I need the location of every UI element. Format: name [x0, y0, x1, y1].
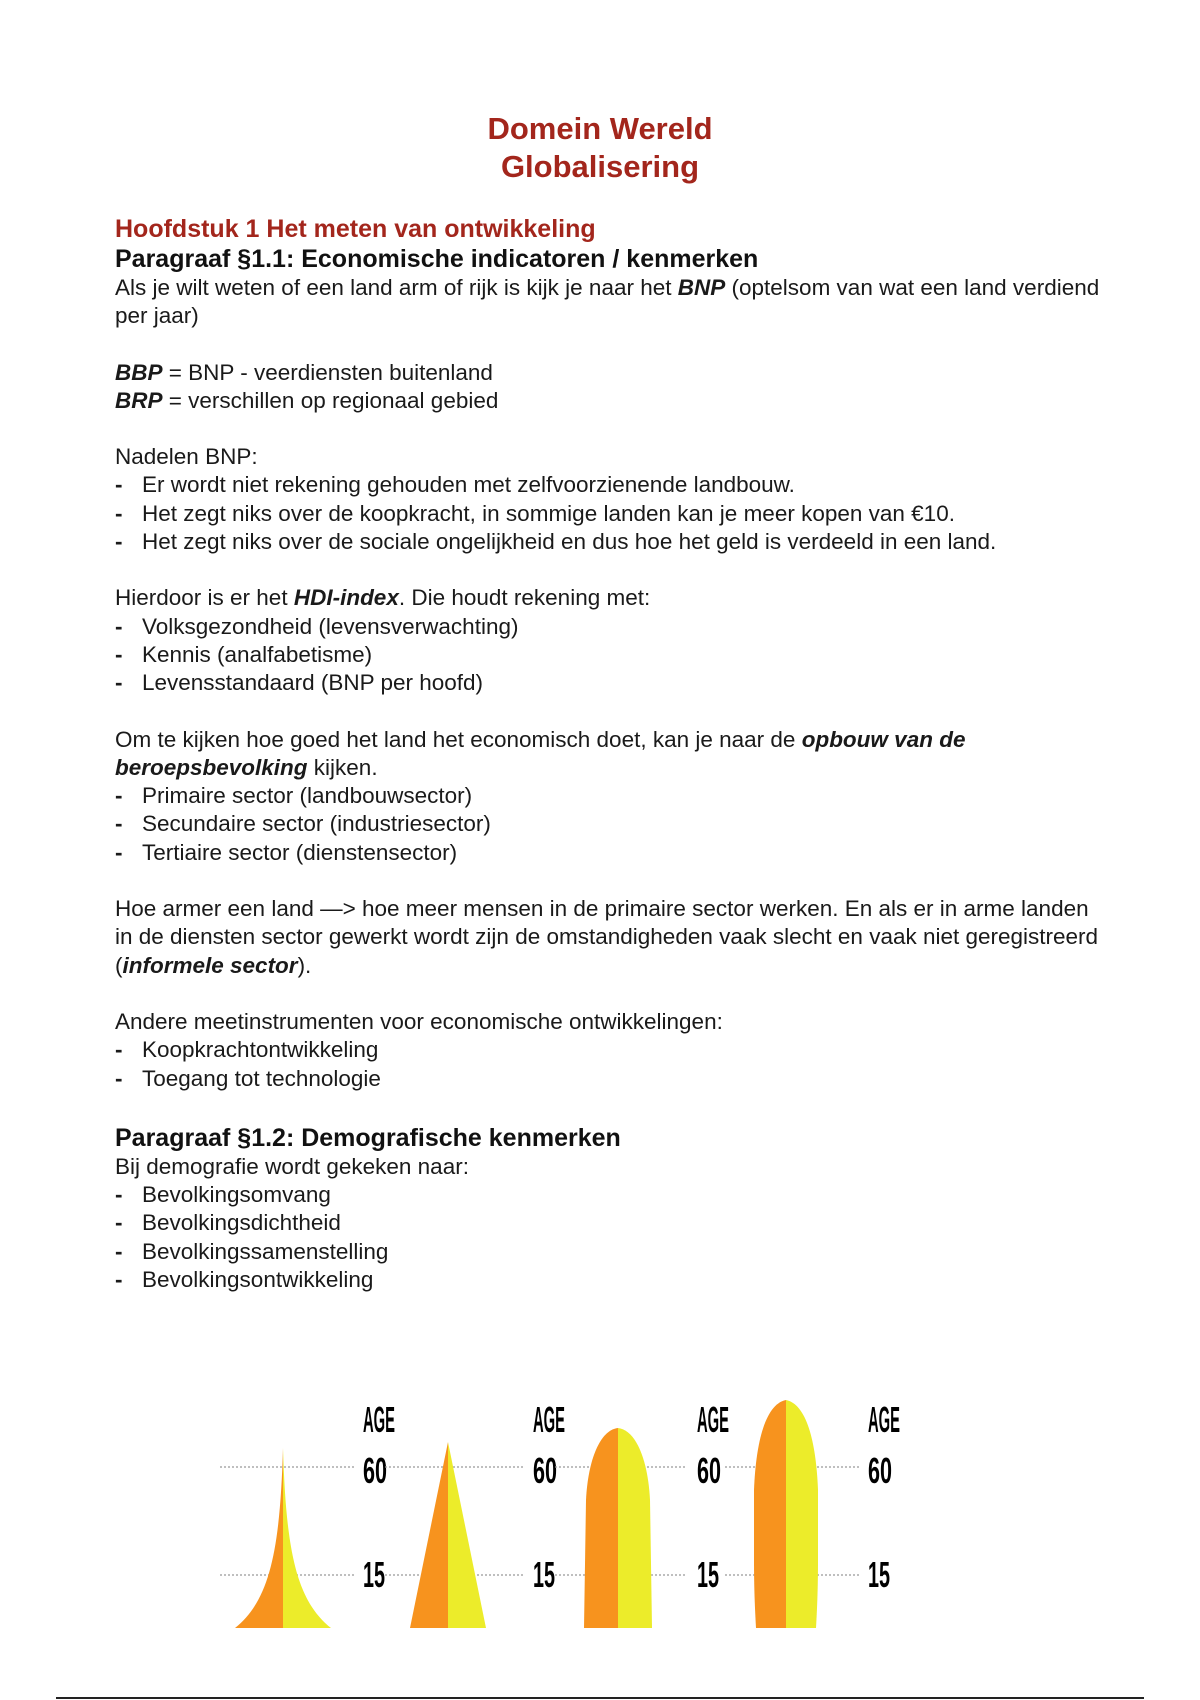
pyramid-right-half [448, 1442, 486, 1628]
demografie-intro: Bij demografie wordt gekeken naar: [115, 1153, 469, 1179]
section-2-heading: Paragraaf §1.2: Demografische kenmerken [115, 1123, 621, 1152]
list-item: - Tertiaire sector (dienstensector) [115, 839, 1105, 867]
bbp-definition: BBP = BNP - veerdiensten buitenland [115, 359, 493, 385]
chapter-heading: Hoofdstuk 1 Het meten van ontwikkeling [115, 215, 596, 243]
hdi-intro: Hierdoor is er het HDI-index. Die houdt rekening met: [115, 585, 651, 611]
pyramid-expansive [220, 1399, 395, 1628]
bottom-divider [56, 1697, 1144, 1699]
list-item: - Bevolkingssamenstelling [115, 1238, 1105, 1266]
list-item: - Primaire sector (landbouwsector) [115, 782, 1105, 810]
hdi-list [115, 613, 1105, 698]
age-15-label: 15 [697, 1554, 719, 1595]
pyramid-triangular [385, 1399, 565, 1628]
pyramid-right-half [786, 1400, 818, 1628]
population-pyramids-figure [220, 1380, 920, 1640]
opbouw-term: opbouw van de beroepsbevolking [115, 726, 966, 780]
age-60-label: 60 [697, 1450, 721, 1491]
age-15-label: 15 [533, 1554, 555, 1595]
armer-paragraph: Hoe armer een land —> hoe meer mensen in de primaire sector werken. En als er in arme landen in de diensten sector gewerkt wordt zijn de omstandigheden vaak slecht en vaak niet geregistreerd (informele sector). [115, 896, 1099, 978]
pyramid-stationary [555, 1399, 729, 1628]
age-15-label: 15 [868, 1554, 890, 1595]
age-label: AGE [533, 1399, 565, 1440]
section-1-heading: Paragraaf §1.1: Economische indicatoren / kenmerken [115, 245, 759, 273]
pyramid-left-half [754, 1400, 786, 1628]
age-15-label: 15 [363, 1554, 385, 1595]
pyramid-left-half [410, 1442, 448, 1628]
age-label: AGE [697, 1399, 729, 1440]
pyramid-constrictive [725, 1399, 900, 1628]
list-item: - Het zegt niks over de sociale ongelijkheid en dus hoe het geld is verdeeld in een land. [115, 528, 1105, 556]
list-item: - Bevolkingsdichtheid [115, 1209, 1105, 1237]
age-60-label: 60 [868, 1450, 892, 1491]
pyramid-left-half [584, 1428, 618, 1628]
age-label: AGE [363, 1399, 395, 1440]
list-item: - Het zegt niks over de koopkracht, in sommige landen kan je meer kopen van €10. [115, 500, 1105, 528]
andere-title: Andere meetinstrumenten voor economische ontwikkelingen: [115, 1008, 723, 1034]
document-body [115, 215, 1105, 1294]
age-label: AGE [868, 1399, 900, 1440]
pyramid-left-half [235, 1448, 283, 1628]
informele-sector-term: informele sector [122, 952, 298, 978]
list-item: - Levensstandaard (BNP per hoofd) [115, 669, 1105, 697]
list-item: - Secundaire sector (industriesector) [115, 810, 1105, 838]
title-line-1: Domein Wereld [487, 111, 713, 146]
list-item: - Volksgezondheid (levensverwachting) [115, 613, 1105, 641]
age-60-label: 60 [533, 1450, 557, 1491]
nadelen-list [115, 471, 1105, 556]
list-item: - Koopkrachtontwikkeling [115, 1036, 1105, 1064]
list-item: - Toegang tot technologie [115, 1065, 1105, 1093]
list-item: - Bevolkingsomvang [115, 1181, 1105, 1209]
pyramid-right-half [283, 1448, 331, 1628]
title-line-2: Globalisering [500, 149, 700, 184]
list-item: - Kennis (analfabetisme) [115, 641, 1105, 669]
hdi-term: HDI-index [293, 585, 399, 611]
list-item: - Bevolkingsontwikkeling [115, 1266, 1105, 1294]
andere-list [115, 1036, 1105, 1093]
demografie-list [115, 1181, 1105, 1294]
pyramid-right-half [618, 1428, 652, 1628]
opbouw-intro: Om te kijken hoe goed het land het economisch doet, kan je naar de opbouw van de beroepsbevolking kijken. [115, 726, 966, 780]
document-title [0, 110, 1200, 186]
bnp-intro: Als je wilt weten of een land arm of rijk is kijk je naar het BNP (optelsom van wat een land verdiend per jaar) [115, 275, 1100, 329]
list-item: - Er wordt niet rekening gehouden met zelfvoorzienende landbouw. [115, 471, 1105, 499]
bnp-term: BNP [677, 275, 726, 300]
sector-list [115, 782, 1105, 867]
brp-definition: BRP = verschillen op regionaal gebied [115, 387, 499, 413]
nadelen-title: Nadelen BNP: [115, 444, 258, 470]
age-60-label: 60 [363, 1450, 387, 1491]
